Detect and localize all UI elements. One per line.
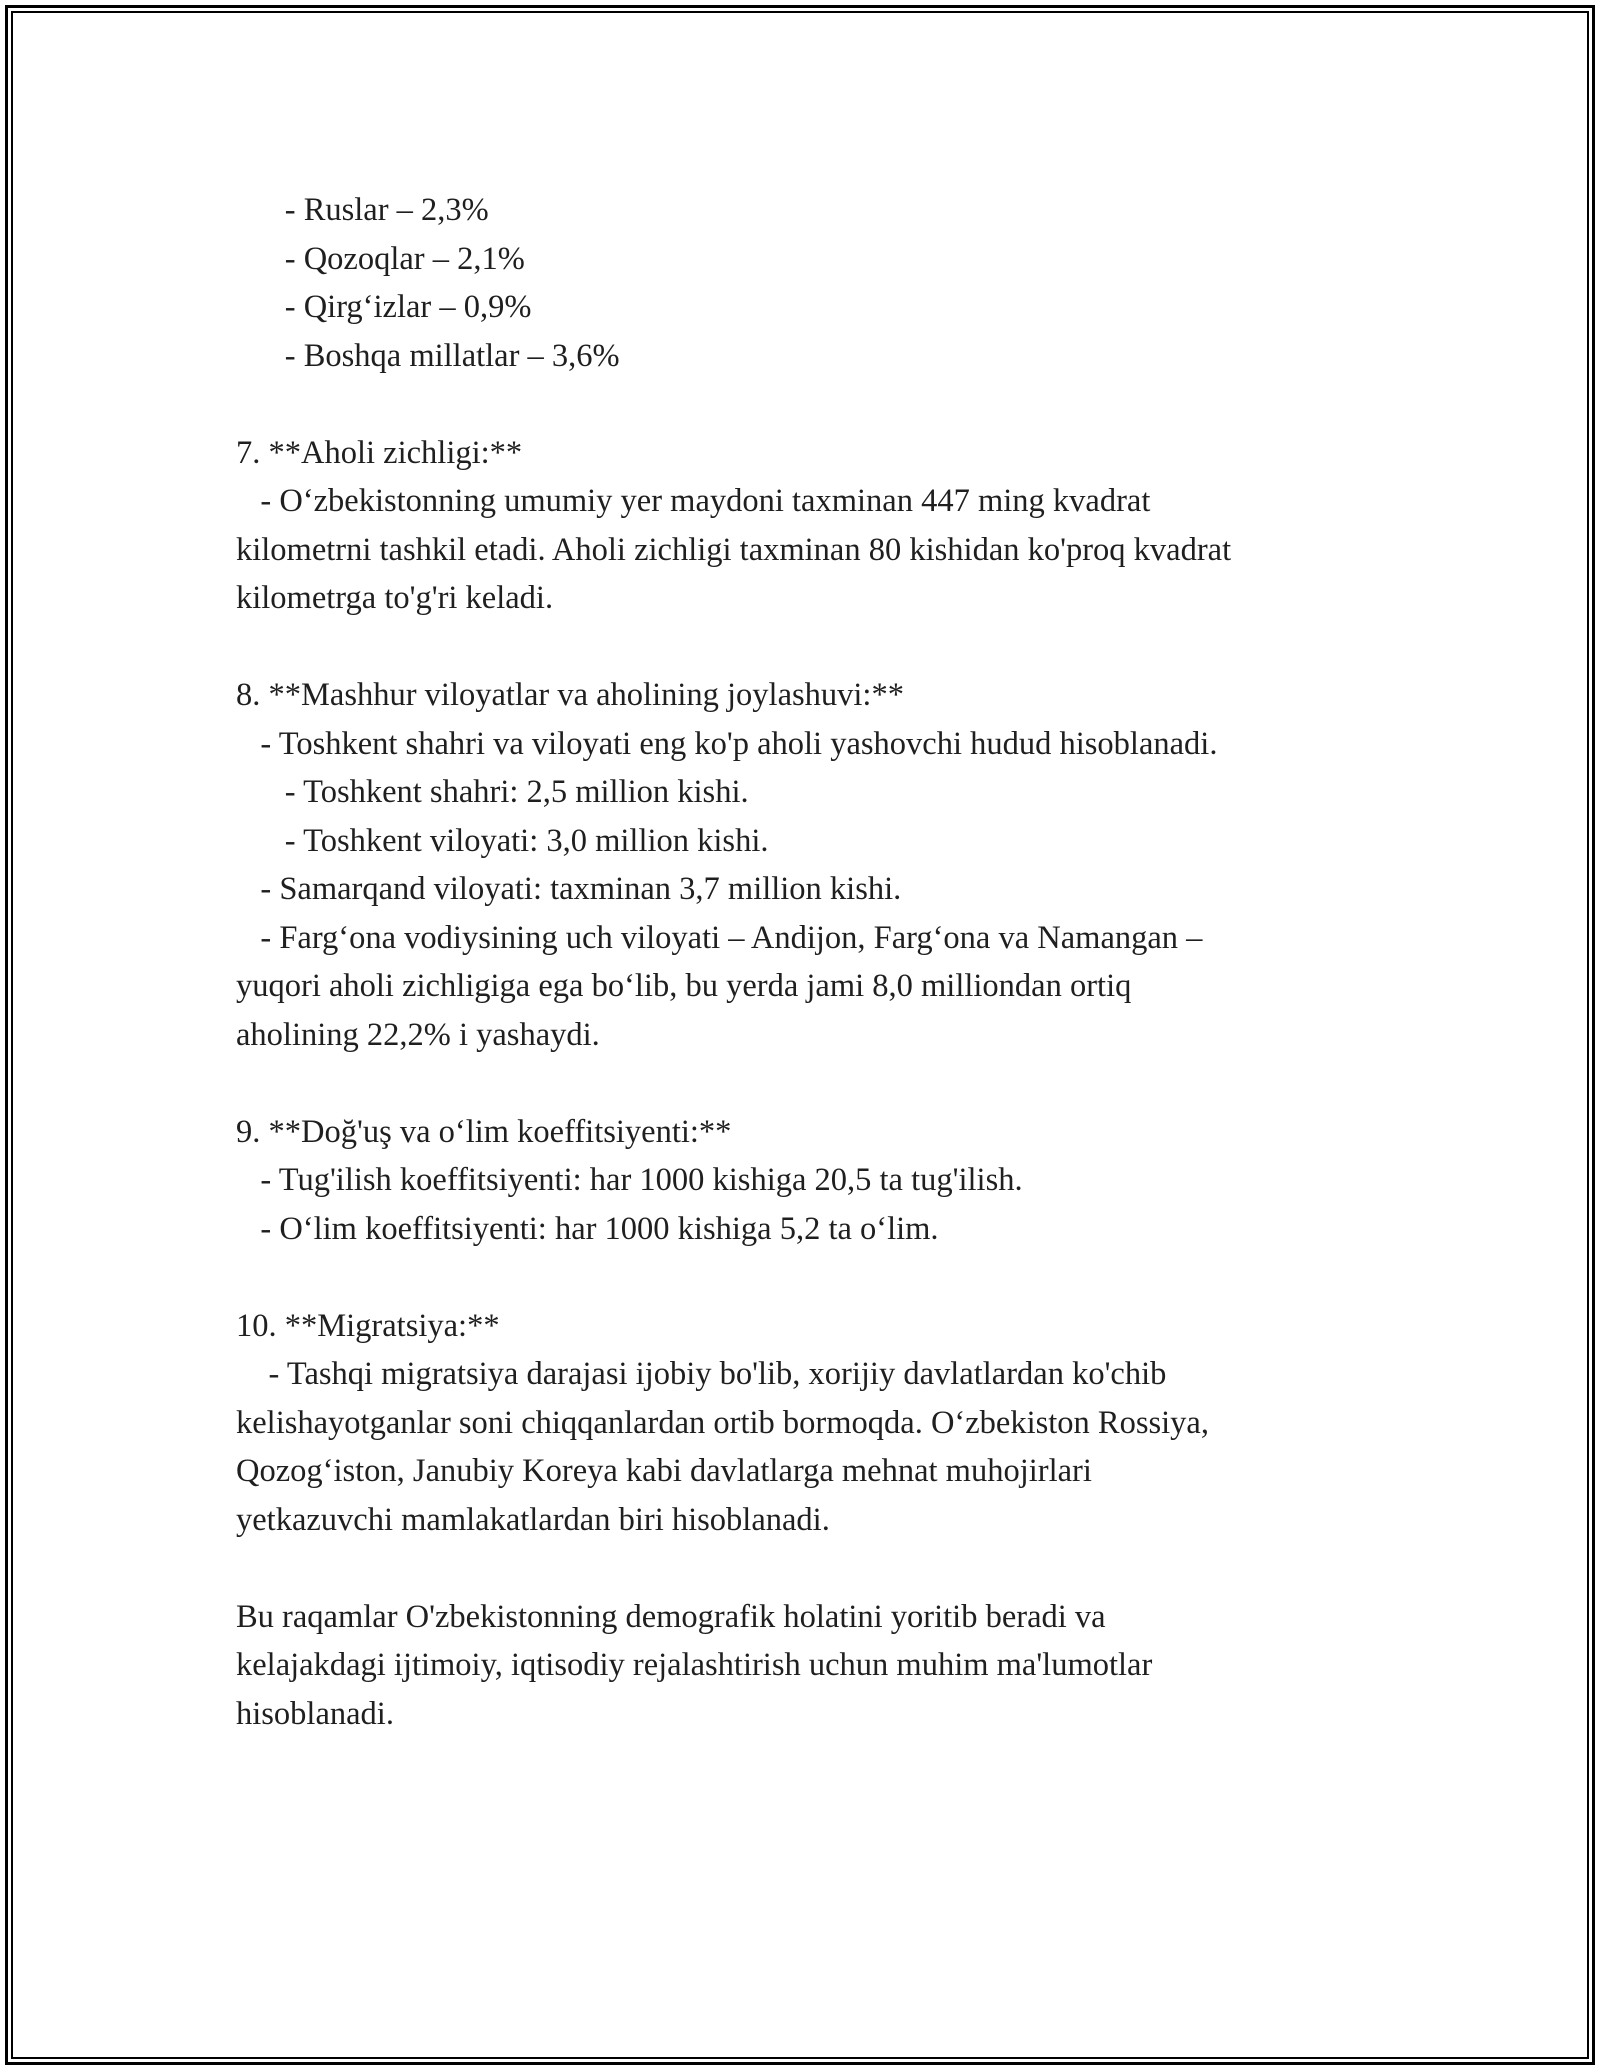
paragraph-line: kelishayotganlar soni chiqqanlardan ortib bormoqda. O‘zbekiston Rossiya, [236, 1404, 1209, 1441]
list-item: - Qirg‘izlar – 0,9% [236, 289, 532, 325]
section-birth-death-rates [236, 1108, 1416, 1254]
paragraph-line: kilometrni tashkil etadi. Aholi zichligi taxminan 80 kishidan ko'proq kvadrat [236, 531, 1232, 568]
paragraph-line: Qozog‘iston, Janubiy Koreya kabi davlatlarga mehnat muhojirlari [236, 1453, 1092, 1489]
nationalities-list [236, 186, 1416, 380]
spacer [236, 1253, 1416, 1302]
section-population-density [236, 429, 1416, 623]
document-body [236, 186, 1416, 1738]
spacer [236, 623, 1416, 672]
section-heading: 7. **Aholi zichligi:** [236, 434, 523, 471]
paragraph-line: - Farg‘ona vodiysining uch viloyati – Andijon, Farg‘ona va Namangan – [236, 919, 1203, 956]
list-item: - Qozoqlar – 2,1% [236, 240, 525, 277]
section-heading: 10. **Migratsiya:** [236, 1307, 500, 1344]
list-item: - Ruslar – 2,3% [236, 192, 489, 228]
paragraph-line: - Toshkent shahri: 2,5 million kishi. [236, 774, 749, 810]
section-regions [236, 671, 1416, 1059]
section-heading: 9. **Doğ'uş va o‘lim koeffitsiyenti:** [236, 1113, 732, 1150]
paragraph-line: - Toshkent viloyati: 3,0 million kishi. [236, 822, 769, 859]
conclusion-paragraph [236, 1593, 1416, 1739]
spacer [236, 1059, 1416, 1108]
list-item: - Boshqa millatlar – 3,6% [236, 337, 620, 374]
section-migration [236, 1302, 1416, 1545]
paragraph-line: - Tug'ilish koeffitsiyenti: har 1000 kishiga 20,5 ta tug'ilish. [236, 1162, 1023, 1198]
spacer [236, 380, 1416, 429]
paragraph-line: kelajakdagi ijtimoiy, iqtisodiy rejalashtirish uchun muhim ma'lumotlar [236, 1647, 1153, 1683]
paragraph-line: - Tashqi migratsiya darajasi ijobiy bo'lib, xorijiy davlatlardan ko'chib [236, 1356, 1167, 1392]
paragraph-line: aholining 22,2% i yashaydi. [236, 1016, 600, 1053]
paragraph-line: hisoblanadi. [236, 1695, 394, 1732]
paragraph-line: Bu raqamlar O'zbekistonning demografik holatini yoritib beradi va [236, 1598, 1106, 1635]
spacer [236, 1544, 1416, 1593]
paragraph-line: - O‘zbekistonning umumiy yer maydoni taxminan 447 ming kvadrat [236, 483, 1151, 519]
section-heading: 8. **Mashhur viloyatlar va aholining joylashuvi:** [236, 677, 904, 713]
paragraph-line: yuqori aholi zichligiga ega bo‘lib, bu yerda jami 8,0 milliondan ortiq [236, 968, 1132, 1004]
paragraph-line: - Toshkent shahri va viloyati eng ko'p aholi yashovchi hudud hisoblanadi. [236, 725, 1218, 762]
paragraph-line: yetkazuvchi mamlakatlardan biri hisoblanadi. [236, 1501, 830, 1538]
paragraph-line: kilometrga to'g'ri keladi. [236, 580, 554, 616]
paragraph-line: - Samarqand viloyati: taxminan 3,7 million kishi. [236, 871, 902, 907]
paragraph-line: - O‘lim koeffitsiyenti: har 1000 kishiga 5,2 ta o‘lim. [236, 1210, 939, 1247]
